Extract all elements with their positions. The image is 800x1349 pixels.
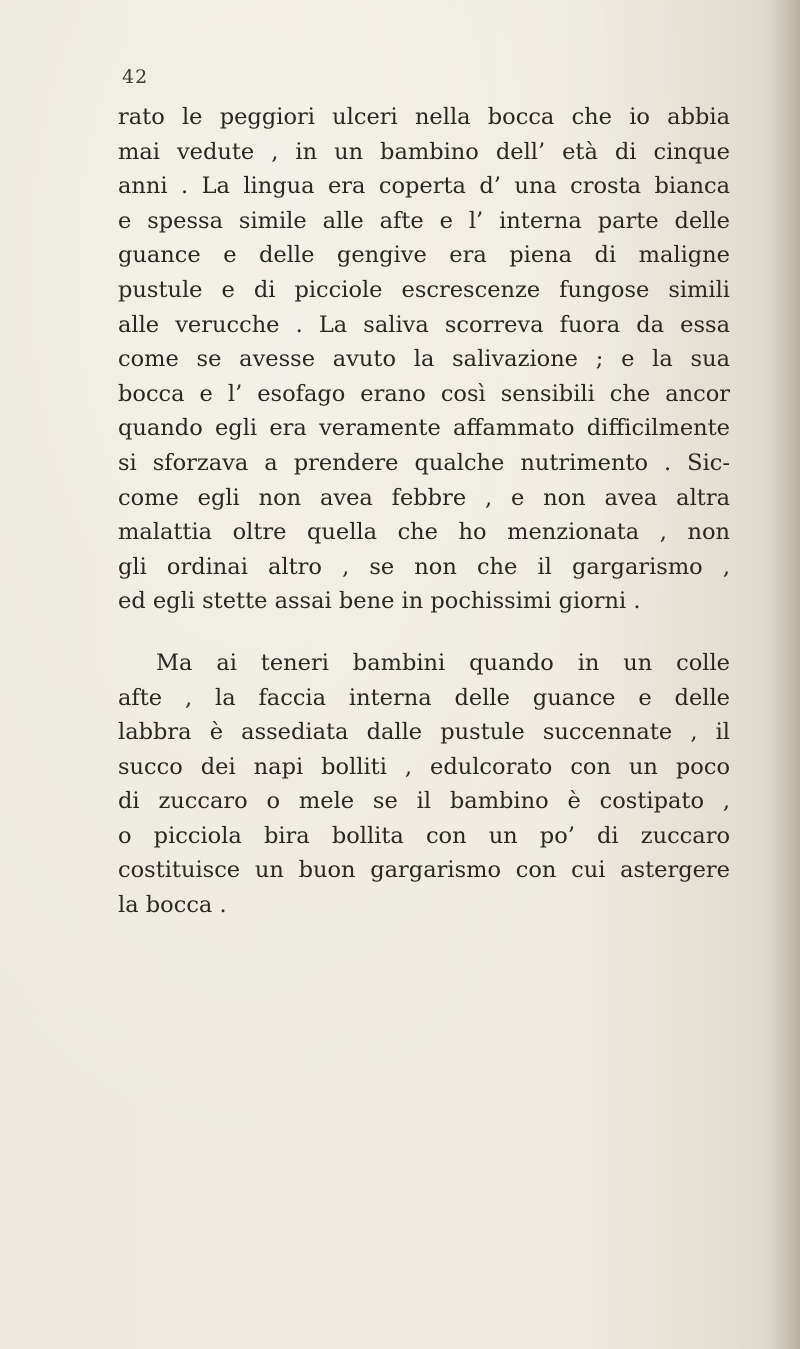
page-edge-shadow bbox=[766, 0, 800, 1349]
text-line: quando egli era veramente affammato difficilmente bbox=[118, 415, 730, 442]
text-line: si sforzava a prendere qualche nutrimento . Sic- bbox=[118, 449, 730, 476]
text-line: afte , la faccia interna delle guance e delle bbox=[118, 684, 730, 711]
text-line: gli ordinai altro , se non che il gargarismo , bbox=[118, 553, 730, 580]
text-line: costituisce un buon gargarismo con cui astergere bbox=[118, 857, 730, 884]
text-line: di zuccaro o mele se il bambino è costipato , bbox=[118, 788, 730, 815]
text-line: o picciola bira bollita con un po’ di zuccaro bbox=[118, 822, 730, 849]
text-line: ed egli stette assai bene in pochissimi giorni . bbox=[118, 588, 641, 615]
text-line: succo dei napi bolliti , edulcorato con un poco bbox=[118, 753, 730, 780]
text-line: pustule e di picciole escrescenze fungose simili bbox=[118, 276, 730, 303]
body-text bbox=[118, 100, 730, 923]
text-line: malattia oltre quella che ho menzionata , non bbox=[118, 519, 730, 546]
text-line: labbra è assediata dalle pustule succennate , il bbox=[118, 719, 730, 746]
text-line: bocca e l’ esofago erano così sensibili che ancor bbox=[118, 380, 730, 407]
paragraph-1 bbox=[118, 100, 730, 619]
text-line: guance e delle gengive era piena di maligne bbox=[118, 242, 730, 269]
text-line: e spessa simile alle afte e l’ interna parte delle bbox=[118, 207, 730, 234]
text-line: alle verucche . La saliva scorreva fuora da essa bbox=[118, 311, 730, 338]
text-line: rato le peggiori ulceri nella bocca che io abbia bbox=[118, 104, 730, 130]
text-line: Ma ai teneri bambini quando in un colle bbox=[156, 649, 730, 676]
text-line: la bocca . bbox=[118, 892, 227, 919]
page-number: 42 bbox=[122, 66, 149, 88]
paragraph-2 bbox=[118, 646, 730, 923]
text-line: come se avesse avuto la salivazione ; e la sua bbox=[118, 346, 730, 373]
text-line: anni . La lingua era coperta d’ una crosta bianca bbox=[118, 173, 730, 200]
text-line: come egli non avea febbre , e non avea altra bbox=[118, 484, 730, 511]
text-line: mai vedute , in un bambino dell’ età di cinque bbox=[118, 138, 730, 165]
